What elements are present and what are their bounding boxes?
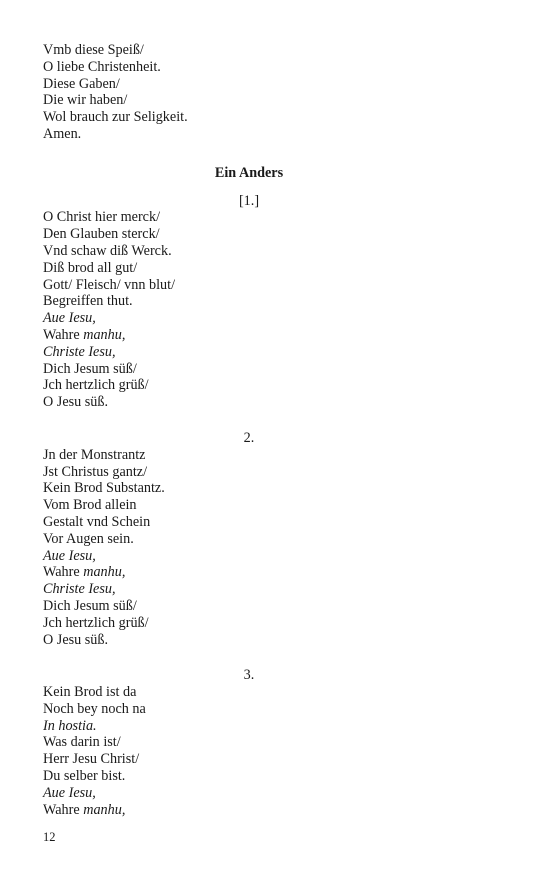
text-line: Begreiffen thut. xyxy=(43,293,133,310)
text-line: Herr Jesu Christ/ xyxy=(43,751,140,768)
section-heading: Ein Anders xyxy=(214,164,284,181)
text-line: Die wir haben/ xyxy=(43,92,128,109)
text-line: Jst Christus gantz/ xyxy=(43,463,148,480)
text-line: Noch bey noch na xyxy=(43,700,146,717)
refrain-line xyxy=(43,327,455,344)
text-line: Gestalt vnd Schein xyxy=(43,513,151,530)
refrain-line: O Jesu süß. xyxy=(43,631,109,648)
refrain-text: Wahre xyxy=(43,801,84,818)
page-text xyxy=(43,42,455,818)
text-line: Vmb diese Speiß/ xyxy=(43,42,144,58)
refrain-line xyxy=(43,802,455,819)
text-line: O Christ hier merck/ xyxy=(43,209,161,226)
text-line: Vom Brod allein xyxy=(43,497,137,514)
text-line: Kein Brod Substantz. xyxy=(43,480,165,497)
refrain-line: Jch hertzlich grüß/ xyxy=(43,377,149,394)
refrain-line: Christe Iesu, xyxy=(43,581,116,598)
text-line: Diese Gaben/ xyxy=(43,75,120,92)
refrain-line: Jch hertzlich grüß/ xyxy=(43,614,149,631)
refrain-line xyxy=(43,564,455,581)
verse-number: [1.] xyxy=(238,192,260,209)
verse-2 xyxy=(43,430,455,648)
text-line: Amen. xyxy=(43,125,82,142)
text-line: Vor Augen sein. xyxy=(43,530,134,547)
refrain-line: Dich Jesum süß/ xyxy=(43,597,137,614)
text-line: In hostia. xyxy=(43,717,97,734)
refrain-text: Wahre xyxy=(43,326,84,343)
text-line: Was darin ist/ xyxy=(43,734,121,751)
refrain-line: Christe Iesu, xyxy=(43,343,116,360)
intro-stanza xyxy=(43,42,455,143)
text-line: Du selber bist. xyxy=(43,768,126,785)
refrain-text: Wahre xyxy=(43,564,84,581)
text-line: O liebe Christenheit. xyxy=(43,58,161,75)
refrain-italic-text: manhu, xyxy=(83,326,126,343)
text-line: Vnd schaw diß Werck. xyxy=(43,242,172,259)
refrain-line: Aue Iesu, xyxy=(43,784,96,801)
refrain-line: O Jesu süß. xyxy=(43,394,109,411)
refrain-italic-text: manhu, xyxy=(83,564,126,581)
refrain-line: Dich Jesum süß/ xyxy=(43,360,137,377)
text-line: Den Glauben sterck/ xyxy=(43,226,160,243)
text-line: Diß brod all gut/ xyxy=(43,259,138,276)
text-line: Gott/ Fleisch/ vnn blut/ xyxy=(43,276,176,293)
verse-number: 3. xyxy=(243,667,255,684)
refrain-italic-text: manhu, xyxy=(83,801,126,818)
page-number: 12 xyxy=(43,830,56,844)
refrain-line: Aue Iesu, xyxy=(43,547,96,564)
verse-3 xyxy=(43,667,455,818)
text-line: Wol brauch zur Seligkeit. xyxy=(43,109,188,126)
refrain-line: Aue Iesu, xyxy=(43,310,96,327)
verse-1 xyxy=(43,193,455,411)
text-line: Jn der Monstrantz xyxy=(43,446,146,463)
verse-number: 2. xyxy=(243,429,255,446)
text-line: Kein Brod ist da xyxy=(43,684,137,701)
